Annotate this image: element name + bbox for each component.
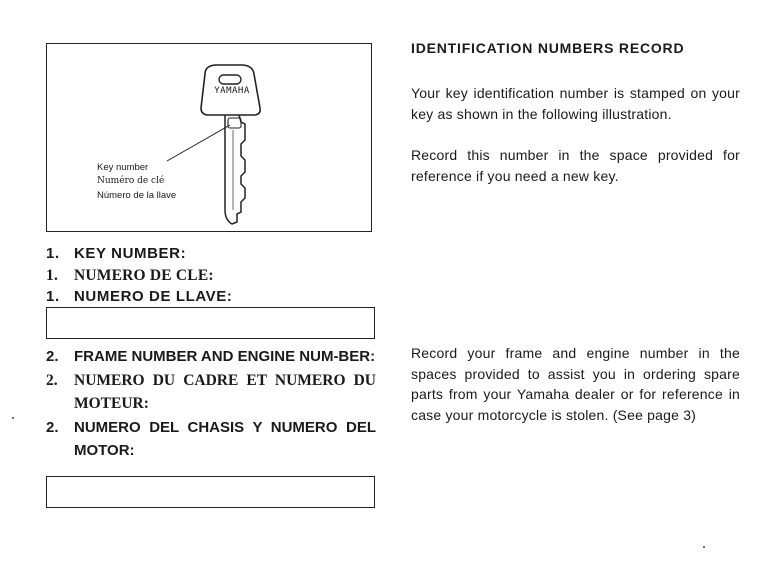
key-illustration — [46, 43, 372, 232]
frame-engine-paragraph: Record your frame and engine number in the spaces provided to assist you in ordering spare parts from your Yamaha dealer or for reference in case your motorcycle is stolen. (See page 3) — [411, 345, 740, 423]
scan-speck — [703, 546, 705, 548]
caption-key-number-fr: Numéro de clé — [97, 176, 165, 186]
key-stamp-paragraph: Your key identification number is stamped on your key as shown in the following illustration. — [411, 85, 740, 122]
key-number-heading-es: 1. NUMERO DE LLAVE: — [46, 288, 233, 305]
frame-engine-headings — [46, 345, 376, 463]
key-number-heading-fr: 1. NUMERO DE CLE: — [46, 267, 214, 284]
frame-engine-heading-es: 2. NUMERO DEL CHASIS Y NUMERO DEL MOTOR: — [46, 419, 376, 459]
caption-key-number-en: Key number — [97, 162, 149, 173]
key-icon — [47, 44, 373, 233]
caption-key-number-es: Número de la llave — [97, 190, 177, 201]
scan-speck — [12, 417, 14, 419]
key-brand-label: YAMAHA — [214, 86, 250, 96]
key-number-entry-box[interactable] — [46, 307, 375, 339]
identification-record-title: IDENTIFICATION NUMBERS RECORD — [411, 40, 685, 56]
key-record-paragraph: Record this number in the space provided for reference if you need a new key. — [411, 147, 740, 184]
frame-engine-heading-en: 2. FRAME NUMBER AND ENGINE NUM-BER: — [46, 348, 376, 365]
key-number-heading-en: 1. KEY NUMBER: — [46, 245, 187, 262]
frame-engine-entry-box[interactable] — [46, 476, 375, 508]
frame-engine-heading-fr: 2. NUMERO DU CADRE ET NUMERO DU MOTEUR: — [46, 372, 376, 412]
